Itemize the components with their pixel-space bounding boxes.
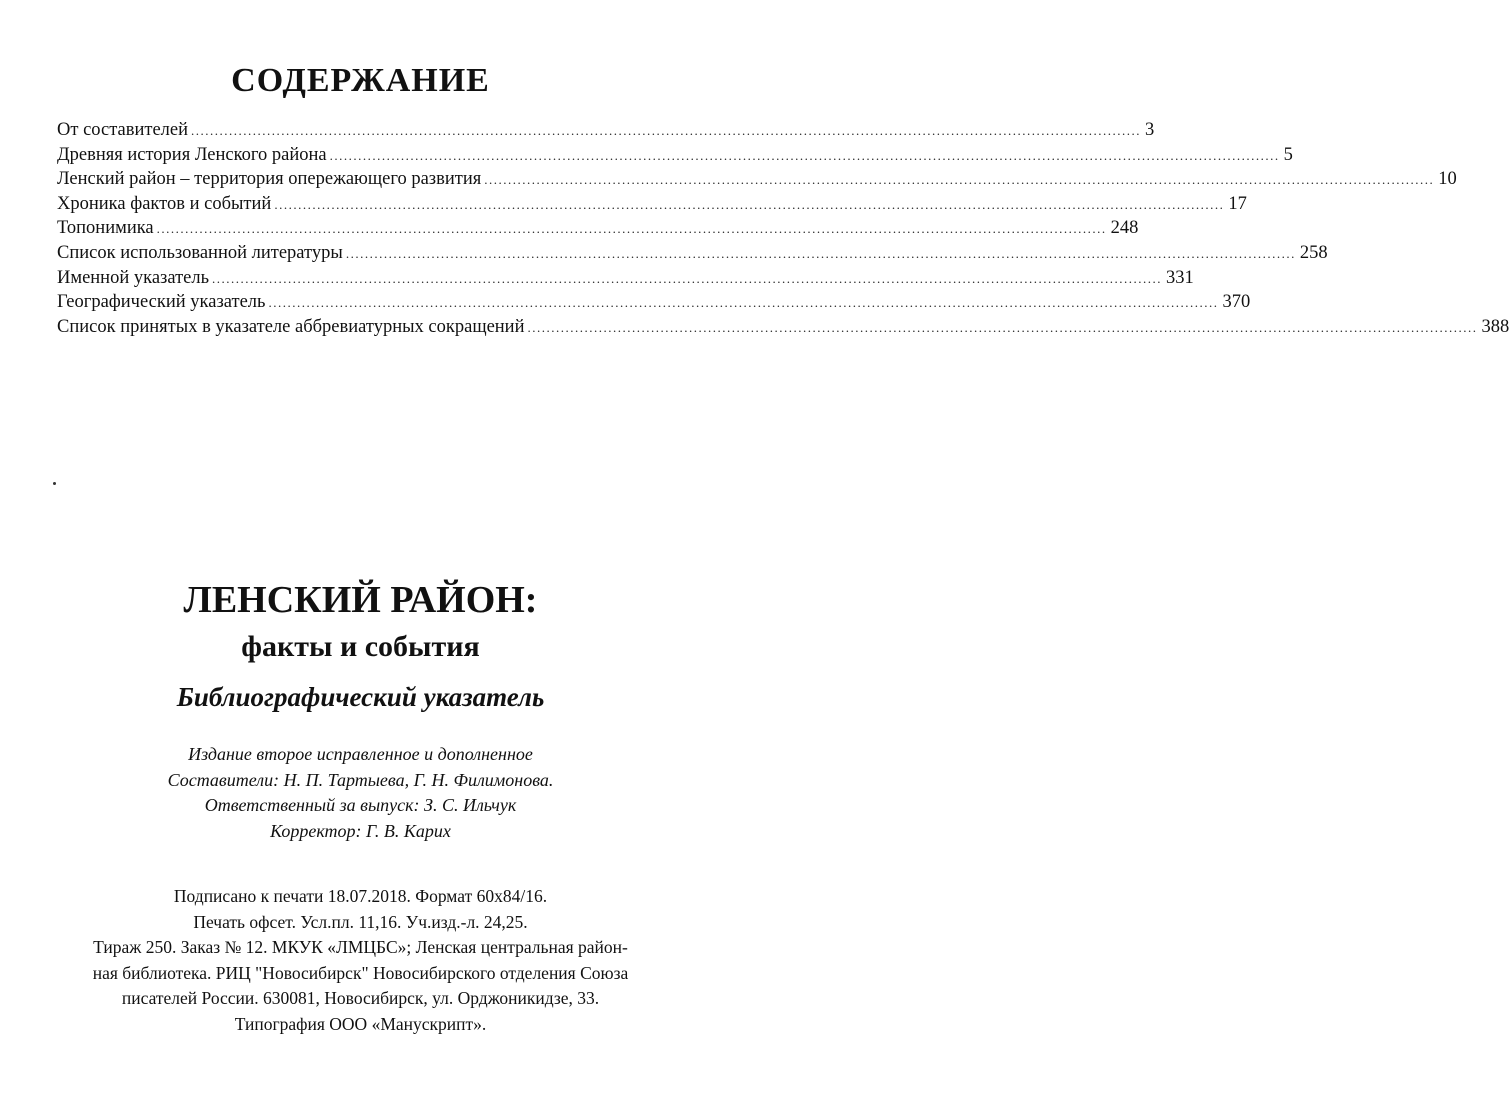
scan-speck xyxy=(53,482,56,485)
imprint-line: Тираж 250. Заказ № 12. МКУК «ЛМЦБС»; Ленская центральная район- xyxy=(93,937,628,957)
toc-entry-page: 248 xyxy=(1110,218,1139,239)
toc-leader-dots: ........................................................................................................................................................................................................ xyxy=(345,245,1296,261)
toc-entry-label: Список использованной литературы xyxy=(57,242,343,263)
toc-entry-page: 10 xyxy=(1438,169,1457,190)
imprint-line: Подписано к печати 18.07.2018. Формат 60х84/16. xyxy=(173,886,548,906)
toc-entry-page: 5 xyxy=(1283,144,1293,165)
toc-leader-dots: ........................................................................................................................................................................................................ xyxy=(156,221,1107,237)
toc-entry-label: Географический указатель xyxy=(57,292,266,313)
book-type: Библиографический указатель xyxy=(176,682,545,712)
imprint-line: писателей России. 630081, Новосибирск, ул. Орджоникидзе, 33. xyxy=(121,988,600,1008)
book-title: ЛЕНСКИЙ РАЙОН: xyxy=(183,579,538,621)
edition-note: Издание второе исправленное и дополненное xyxy=(188,744,533,764)
compilers-line: Составители: Н. П. Тартыева, Г. Н. Филимонова. xyxy=(167,769,554,790)
toc-entry xyxy=(57,169,1457,194)
toc-entry xyxy=(57,144,1293,170)
toc-entry xyxy=(57,193,1247,219)
toc-title: СОДЕРЖАНИЕ xyxy=(231,62,490,99)
imprint-block xyxy=(0,884,721,1037)
toc-entry-label: Древняя история Ленского района xyxy=(57,144,327,165)
toc-entry-label: Список принятых в указателе аббревиатурных сокращений xyxy=(57,316,525,337)
imprint-line: ная библиотека. РИЦ "Новосибирск" Новосибирского отделения Союза xyxy=(92,962,629,983)
toc-entry xyxy=(57,218,1139,243)
credits-block xyxy=(0,742,721,844)
toc-entry-page: 258 xyxy=(1299,242,1328,263)
toc-entry-page: 17 xyxy=(1228,193,1247,214)
toc-leader-dots: ........................................................................................................................................................................................................ xyxy=(212,270,1163,286)
toc-entry-page: 3 xyxy=(1145,120,1155,140)
toc-entry-page: 370 xyxy=(1222,292,1251,313)
toc-entry xyxy=(57,316,1509,342)
toc-leader-dots: ........................................................................................................................................................................................................ xyxy=(484,172,1435,188)
imprint-line: Типография ООО «Манускрипт». xyxy=(234,1013,487,1034)
toc-entry-page: 388 xyxy=(1481,316,1509,337)
toc-entry-label: Топонимика xyxy=(57,218,154,239)
toc-entry-label: Хроника фактов и событий xyxy=(57,193,272,214)
toc-leader-dots: ........................................................................................................................................................................................................ xyxy=(527,319,1478,335)
toc-entry-label: От составителей xyxy=(57,120,188,140)
toc-leader-dots: ........................................................................................................................................................................................................ xyxy=(191,123,1141,138)
toc-entry xyxy=(57,292,1251,317)
toc-entry xyxy=(57,120,1155,145)
toc-leader-dots: ........................................................................................................................................................................................................ xyxy=(329,147,1280,163)
corrector-line: Корректор: Г. В. Карих xyxy=(270,820,451,841)
toc-leader-dots: ........................................................................................................................................................................................................ xyxy=(274,196,1225,212)
toc-entry-label: Ленский район – территория опережающего развития xyxy=(57,169,482,190)
responsible-line: Ответственный за выпуск: З. С. Ильчук xyxy=(204,795,517,815)
toc-entry xyxy=(57,267,1194,293)
toc-list xyxy=(57,120,1509,341)
toc-entry-label: Именной указатель xyxy=(57,267,210,288)
toc-entry-page: 331 xyxy=(1166,267,1194,288)
imprint-line: Печать офсет. Усл.пл. 11,16. Уч.изд.-л. 24,25. xyxy=(193,911,528,932)
toc-leader-dots: ........................................................................................................................................................................................................ xyxy=(268,295,1219,311)
book-subtitle: факты и события xyxy=(241,630,480,663)
toc-entry xyxy=(57,242,1328,268)
